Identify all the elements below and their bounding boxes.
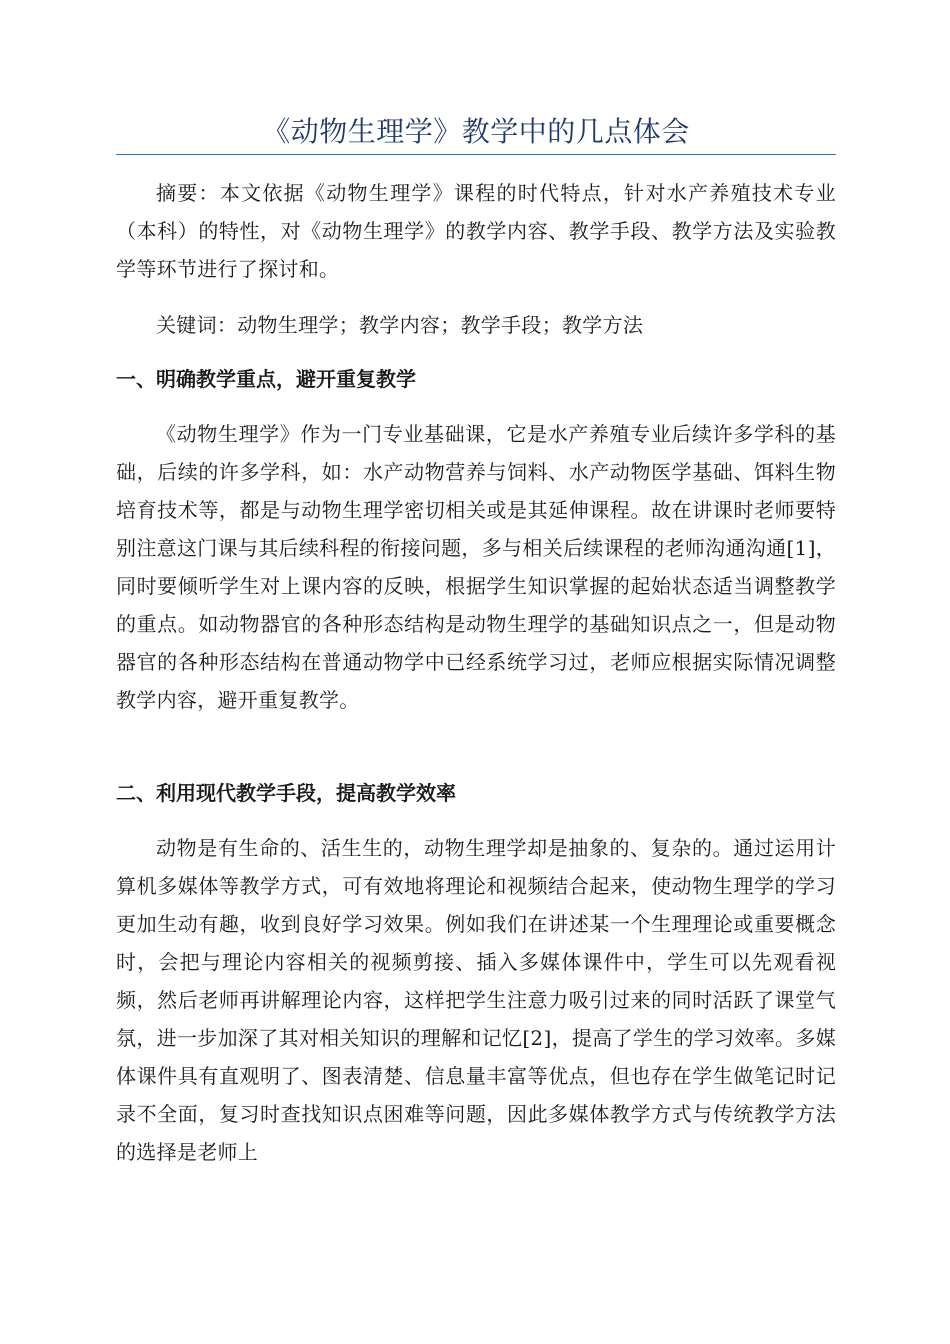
section-body: 《动物生理学》作为一门专业基础课，它是水产养殖专业后续许多学科的基础，后续的许多学科，如：水产动物营养与饲料、水产动物医学基础、饵料生物培育技术等，都是与动物生理学密切相关或是其延伸课程。故在讲课时老师要特别注意这门课与其后续科程的衔接问题，多与相关后续课程的老师沟通沟通[1]，同时要倾听学生对上课内容的反映，根据学生知识掌握的起始状态适当调整教学的重点。如动物器官的各种形态结构是动物生理学的基础知识点之一，但是动物器官的各种形态结构在普通动物学中已经系统学习过，老师应根据实际情况调整教学内容，避开重复教学。	[116, 422, 836, 712]
document-title: 《动物生理学》教学中的几点体会	[262, 115, 690, 148]
section-heading: 二、利用现代教学手段，提高教学效率	[116, 781, 456, 805]
section-heading: 一、明确教学重点，避开重复教学	[116, 367, 416, 391]
keywords-paragraph: 关键词：动物生理学；教学内容；教学手段；教学方法	[156, 313, 644, 337]
section-body: 动物是有生命的、活生生的，动物生理学却是抽象的、复杂的。通过运用计算机多媒体等教学方式，可有效地将理论和视频结合起来，使动物生理学的学习更加生动有趣，收到良好学习效果。例如我们在讲述某一个生理理论或重要概念时，会把与理论内容相关的视频剪接、插入多媒体课件中，学生可以先观看视频，然后老师再讲解理论内容，这样把学生注意力吸引过来的同时活跃了课堂气氛，进一步加深了其对相关知识的理解和记忆[2]，提高了学生的学习效率。多媒体课件具有直观明了、图表清楚、信息量丰富等优点，但也存在学生做笔记时记录不全面，复习时查找知识点困难等问题，因此多媒体教学方式与传统教学方法的选择是老师上	[116, 836, 836, 1164]
abstract-paragraph: 摘要：本文依据《动物生理学》课程的时代特点，针对水产养殖技术专业（本科）的特性，对《动物生理学》的教学内容、教学手段、教学方法及实验教学等环节进行了探讨和。	[116, 181, 836, 281]
title-underline	[116, 154, 836, 155]
